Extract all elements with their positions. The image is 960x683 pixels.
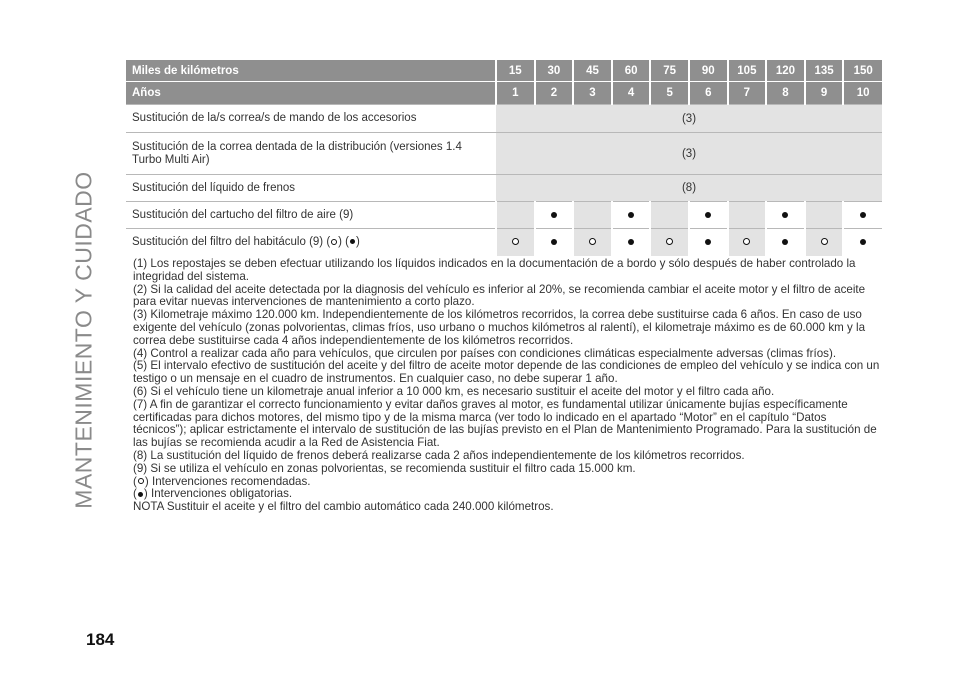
header-row-km [126,60,882,82]
header-year-cell: 8 [766,82,805,105]
header-year-cell: 3 [573,82,612,105]
header-km-cell: 135 [805,60,844,82]
row-label: Sustitución de la correa dentada de la distribución (versiones 1.4 Turbo Multi Air) [126,133,496,175]
header-year-cell: 6 [689,82,728,105]
mandatory-dot-icon [350,239,355,244]
header-km-cell: 105 [728,60,767,82]
header-year-cell: 2 [535,82,574,105]
interval-cell [612,229,651,256]
mandatory-dot-icon [551,239,557,245]
interval-cell [496,202,535,229]
row-label [126,229,496,256]
mandatory-dot-icon [138,492,143,497]
header-km-label: Miles de kilómetros [126,60,496,82]
header-year-cell: 5 [650,82,689,105]
chapter-side-title-text: MANTENIMIENTO Y CUIDADO [70,171,97,509]
mandatory-dot-icon [705,239,711,245]
interval-cell [805,229,844,256]
row-span-value: (8) [496,175,882,202]
legend-mandatory-text: Intervenciones obligatorias. [150,487,293,501]
mandatory-dot-icon [782,239,788,245]
interval-cell [728,202,767,229]
table-row [126,175,882,202]
header-year-cell: 9 [805,82,844,105]
table-row [126,133,882,175]
recommended-ring-icon [138,478,144,484]
mandatory-dot-icon [860,239,866,245]
interval-cell [496,229,535,256]
interval-cell [650,229,689,256]
mandatory-dot-icon [705,212,711,218]
footnote: (2) Si la calidad del aceite detectada por la diagnosis del vehículo es inferior al 20%, se recomienda cambiar el aceite motor y el filtro de aceite para evitar nuevas intervenciones de mantenimiento a corto plazo. [133,282,866,309]
page-number: 184 [86,630,115,649]
footnote: (6) Si el vehículo tiene un kilometraje anual inferior a 10 000 km, es necesario sustituir el aceite del motor y el filtro cada año. [133,384,775,398]
interval-cell [805,202,844,229]
interval-cell [573,229,612,256]
recommended-ring-icon [512,238,519,245]
recommended-ring-icon [743,238,750,245]
recommended-ring-icon [821,238,828,245]
interval-cell [535,202,574,229]
recommended-ring-icon [589,238,596,245]
interval-cell [843,202,882,229]
header-year-cell: 1 [496,82,535,105]
footnote: (7) A fin de garantizar el correcto funcionamiento y evitar daños graves al motor, es fundamental utilizar únicamente bujías específicamente certificadas para dichos motores, del mismo tipo y de la misma marca (ver todo lo indicado en el apartado “Motor” en el capítulo “Datos técnicos”); aplicar estrictamente el intervalo de sustitución de las bujías previsto en el Plan de Mantenimiento Programado. Para la sustitución de las bujías se recomienda acudir a la Red de Asistencia Fiat. [133,397,877,450]
row-span-value: (3) [496,105,882,133]
interval-cell [689,229,728,256]
table-row [126,105,882,133]
interval-cell [728,229,767,256]
interval-cell [766,202,805,229]
footnote: (8) La sustitución del líquido de frenos deberá realizarse cada 2 años independientemente de los kilómetros recorridos. [133,448,745,462]
header-km-cell: 90 [689,60,728,82]
row-label: Sustitución del cartucho del filtro de aire (9) [126,202,496,229]
recommended-ring-icon [666,238,673,245]
interval-cell [650,202,689,229]
table-row [126,202,882,229]
header-year-cell: 10 [843,82,882,105]
header-km-cell: 60 [612,60,651,82]
interval-cell [689,202,728,229]
row-label: Sustitución de la/s correa/s de mando de los accesorios [126,105,496,133]
row-span-value: (3) [496,133,882,175]
footnote: (9) Si se utiliza el vehículo en zonas polvorientas, se recomienda sustituir el filtro cada 15.000 km. [133,461,636,475]
recommended-ring-icon [331,239,337,245]
header-year-cell: 7 [728,82,767,105]
row-label: Sustitución del líquido de frenos [126,175,496,202]
header-km-cell: 150 [843,60,882,82]
nota-text: NOTA Sustituir el aceite y el filtro del cambio automático cada 240.000 kilómetros. [133,500,554,514]
header-km-cell: 15 [496,60,535,82]
footnote: (3) Kilometraje máximo 120.000 km. Independientemente de los kilómetros recorridos, la correa debe sustituirse cada 6 años. En caso de uso exigente del vehículo (zonas polvorientas, climas fríos, uso urbano o muchos kilómetros al ralentí), el kilometraje máximo es de 60.000 km y la correa debe sustituirse cada 4 años independientemente de los kilómetros recorridos. [133,308,866,347]
maintenance-schedule-table [126,60,882,256]
footnote: (4) Control a realizar cada año para vehículos, que circulen por países con condiciones climáticas especialmente adversas (climas fríos). [133,346,837,360]
legend-recommended: ( ) Intervenciones recomendadas. [133,474,311,488]
mandatory-dot-icon [860,212,866,218]
table-row [126,229,882,256]
legend-mandatory: ( ) Intervenciones obligatorias. [133,487,293,501]
header-year-cell: 4 [612,82,651,105]
interval-cell [573,202,612,229]
interval-cell [612,202,651,229]
header-km-cell: 75 [650,60,689,82]
mandatory-dot-icon [782,212,788,218]
mandatory-dot-icon [551,212,557,218]
interval-cell [843,229,882,256]
legend-recommended-text: Intervenciones recomendadas. [151,474,311,488]
header-km-cell: 120 [766,60,805,82]
mandatory-dot-icon [628,212,634,218]
mandatory-dot-icon [628,239,634,245]
interval-cell [535,229,574,256]
footnotes [133,258,881,514]
row-label-text: ) [356,235,360,248]
header-km-cell: 45 [573,60,612,82]
footnote: (5) El intervalo efectivo de sustitución del aceite y del filtro de aceite motor depende de las condiciones de empleo del vehículo y se indica con un testigo o un mensaje en el cuadro de instrumentos. En cualquier caso, no debe superar 1 año. [133,359,880,386]
row-label-text: ) ( [338,235,350,248]
header-years-label: Años [126,82,496,105]
header-row-years [126,82,882,105]
interval-cell [766,229,805,256]
footnote: (1) Los repostajes se deben efectuar utilizando los líquidos indicados en la documentación de a bordo y sólo después de haber controlado la integridad del sistema. [133,257,856,283]
row-label-text: Sustitución del filtro del habitáculo (9) ( [132,235,331,248]
header-km-cell: 30 [535,60,574,82]
